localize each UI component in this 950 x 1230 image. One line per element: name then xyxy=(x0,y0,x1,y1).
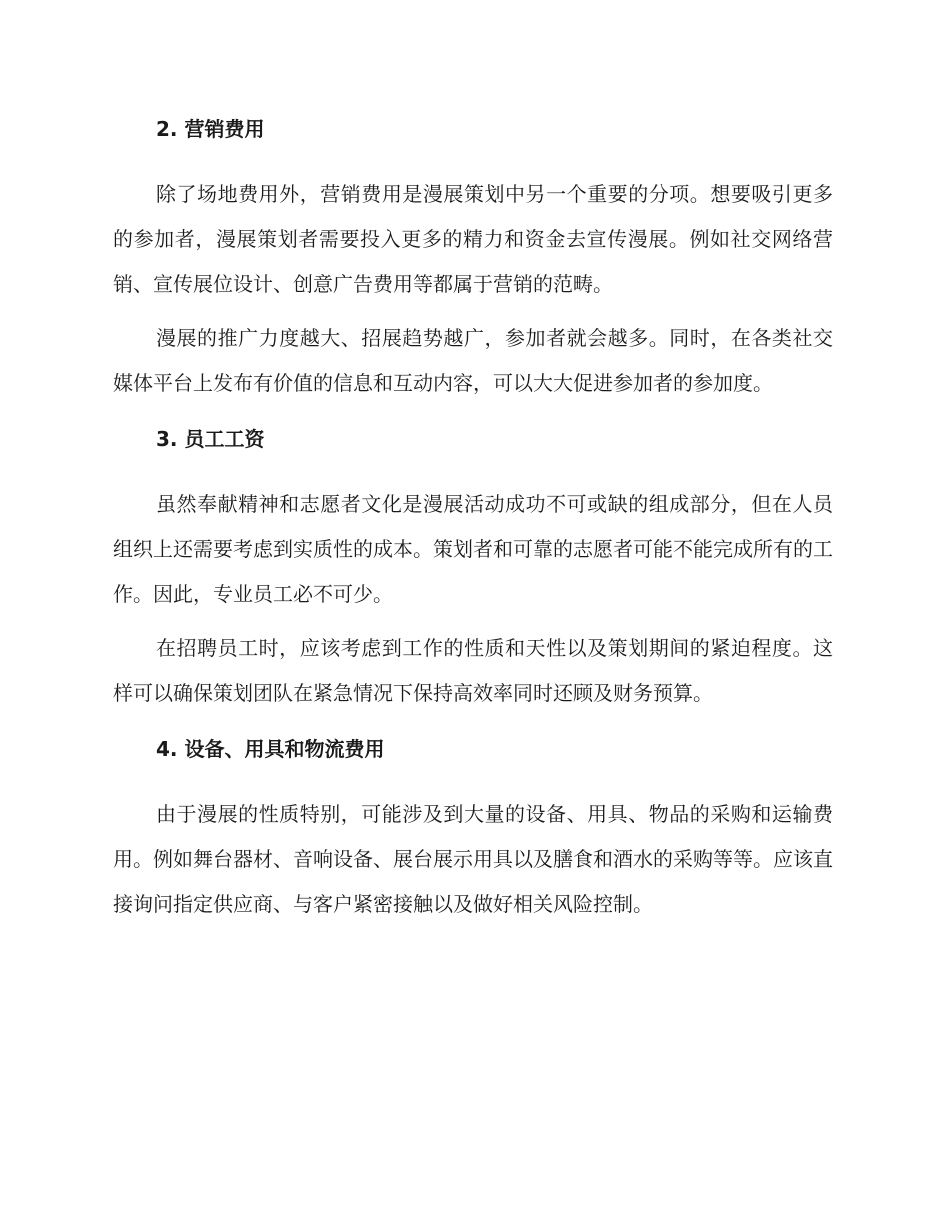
paragraph-staff-wages-2: 在招聘员工时，应该考虑到工作的性质和天性以及策划期间的紧迫程度。这样可以确保策划团队在紧急情况下保持高效率同时还顾及财务预算。 xyxy=(113,636,833,705)
paragraph-marketing-1: 除了场地费用外，营销费用是漫展策划中另一个重要的分项。想要吸引更多的参加者，漫展策划者需要投入更多的精力和资金去宣传漫展。例如社交网络营销、宣传展位设计、创意广告费用等都属于营销的范畴。 xyxy=(113,182,833,296)
paragraph-staff-wages-1: 虽然奉献精神和志愿者文化是漫展活动成功不可或缺的组成部分，但在人员组织上还需要考虑到实质性的成本。策划者和可靠的志愿者可能不能完成所有的工作。因此，专业员工必不可少。 xyxy=(113,492,833,606)
document-body xyxy=(113,111,833,927)
section-heading-marketing: 2. 营销费用 xyxy=(156,117,265,141)
section-heading-equipment-logistics: 4. 设备、用具和物流费用 xyxy=(156,737,385,761)
paragraph-marketing-2: 漫展的推广力度越大、招展趋势越广，参加者就会越多。同时，在各类社交媒体平台上发布有价值的信息和互动内容，可以大大促进参加者的参加度。 xyxy=(113,326,833,395)
section-heading-staff-wages: 3. 员工工资 xyxy=(156,427,265,451)
paragraph-equipment-logistics-1: 由于漫展的性质特别，可能涉及到大量的设备、用具、物品的采购和运输费用。例如舞台器材、音响设备、展台展示用具以及膳食和酒水的采购等等。应该直接询问指定供应商、与客户紧密接触以及做好相关风险控制。 xyxy=(113,802,833,916)
